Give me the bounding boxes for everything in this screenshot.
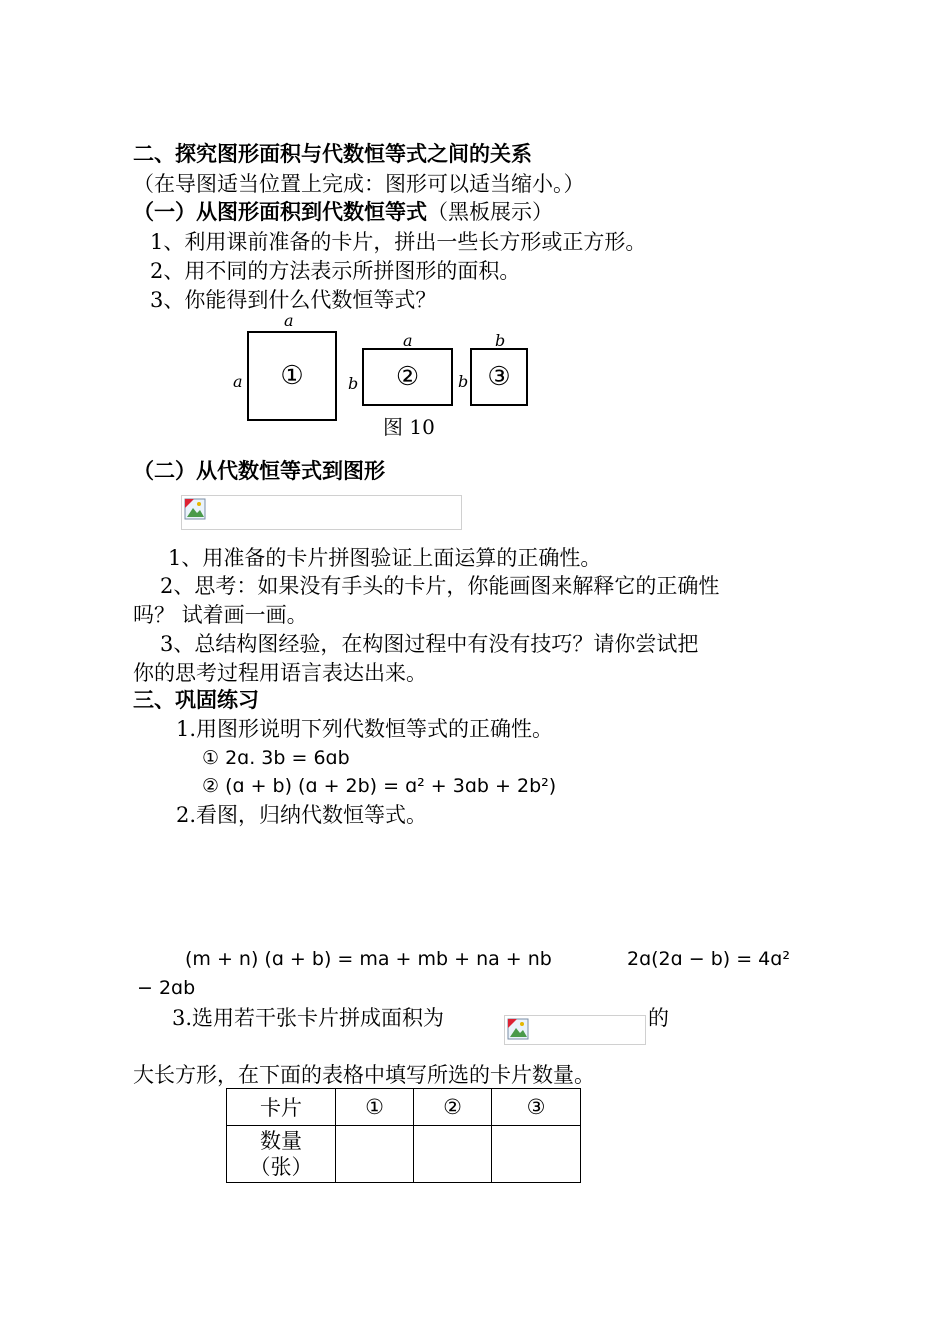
- part-2-step-2: 2、思考：如果没有手头的卡片，你能画图来解释它的正确性: [160, 574, 720, 598]
- table-header-card-2: ②: [414, 1089, 492, 1126]
- section-2-title: 二、探究图形面积与代数恒等式之间的关系: [133, 141, 532, 166]
- exercise-3-line-2: 大长方形，在下面的表格中填写所选的卡片数量。: [133, 1063, 595, 1087]
- table-header-card: 卡片: [227, 1089, 336, 1126]
- exercise-1: 1.用图形说明下列代数恒等式的正确性。: [176, 717, 554, 741]
- exercise-2: 2.看图，归纳代数恒等式。: [176, 803, 428, 827]
- exercise-3-suffix: 的: [648, 1006, 669, 1030]
- card-3-count-cell[interactable]: [492, 1126, 581, 1183]
- broken-image-icon: [184, 498, 206, 520]
- card-1-count-cell[interactable]: [336, 1126, 414, 1183]
- card-2-number: ②: [395, 362, 420, 392]
- table-row: [227, 1126, 581, 1183]
- identity-left: (m + n) (ɑ + b) = ma + mb + na + nb: [185, 948, 552, 970]
- part-1-suffix: （黑板展示）: [427, 200, 553, 224]
- exercise-1-item-1: ① 2ɑ. 3b = 6ɑb: [202, 747, 350, 769]
- card-3-number: ③: [487, 362, 511, 392]
- part-2-title: （二）从代数恒等式到图形: [133, 458, 385, 483]
- part-2-step-1: 1、用准备的卡片拼图验证上面运算的正确性。: [168, 546, 602, 570]
- card-3-top-label: b: [495, 331, 506, 350]
- section-3-title: 三、巩固练习: [133, 687, 259, 712]
- table-header-card-3: ③: [492, 1089, 581, 1126]
- card-count-table: [226, 1088, 581, 1183]
- table-header-card-1: ①: [336, 1089, 414, 1126]
- card-1-top-label: a: [284, 311, 294, 330]
- part-1-heading: [133, 199, 553, 225]
- part-1-title: （一）从图形面积到代数恒等式: [133, 199, 427, 224]
- section-2-note: （在导图适当位置上完成：图形可以适当缩小。）: [133, 172, 585, 196]
- part-1-step-3: 3、你能得到什么代数恒等式？: [150, 288, 437, 312]
- part-1-step-1: 1、利用课前准备的卡片，拼出一些长方形或正方形。: [150, 230, 647, 254]
- card-1-number: ①: [280, 361, 304, 391]
- card-2-top-label: a: [403, 331, 413, 350]
- card-3-square: [470, 348, 528, 406]
- identity-right: 2ɑ(2ɑ − b) = 4ɑ²: [627, 948, 790, 970]
- part-2-step-2-cont: 吗？ 试着画一画。: [133, 603, 308, 627]
- exercise-3-prefix: 3.选用若干张卡片拼成面积为: [172, 1006, 445, 1030]
- broken-image-icon: [507, 1018, 529, 1040]
- card-3-side-label: b: [458, 372, 469, 391]
- card-2-side-label: b: [348, 374, 359, 393]
- part-1-step-2: 2、用不同的方法表示所拼图形的面积。: [150, 259, 521, 283]
- table-row-label: [227, 1126, 336, 1183]
- formula-image-placeholder: [181, 495, 462, 530]
- unit-label: （张）: [249, 1155, 313, 1179]
- card-2-count-cell[interactable]: [414, 1126, 492, 1183]
- part-2-step-3-cont: 你的思考过程用语言表达出来。: [133, 661, 427, 685]
- card-1-square: [247, 331, 337, 421]
- identity-right-cont: − 2ɑb: [137, 977, 196, 999]
- part-2-step-3: 3、总结构图经验，在构图过程中有没有技巧？请你尝试把: [160, 632, 699, 656]
- card-1-side-label: a: [233, 372, 243, 391]
- exercise-1-item-2: ② (ɑ + b) (ɑ + 2b) = ɑ² + 3ɑb + 2b²): [202, 775, 557, 797]
- figure-10: [228, 310, 548, 440]
- area-image-placeholder: [504, 1015, 646, 1045]
- card-2-rectangle: [362, 348, 453, 406]
- table-header-row: [227, 1089, 581, 1126]
- figure-caption: 图 10: [383, 415, 435, 439]
- quantity-label: 数量: [260, 1129, 302, 1153]
